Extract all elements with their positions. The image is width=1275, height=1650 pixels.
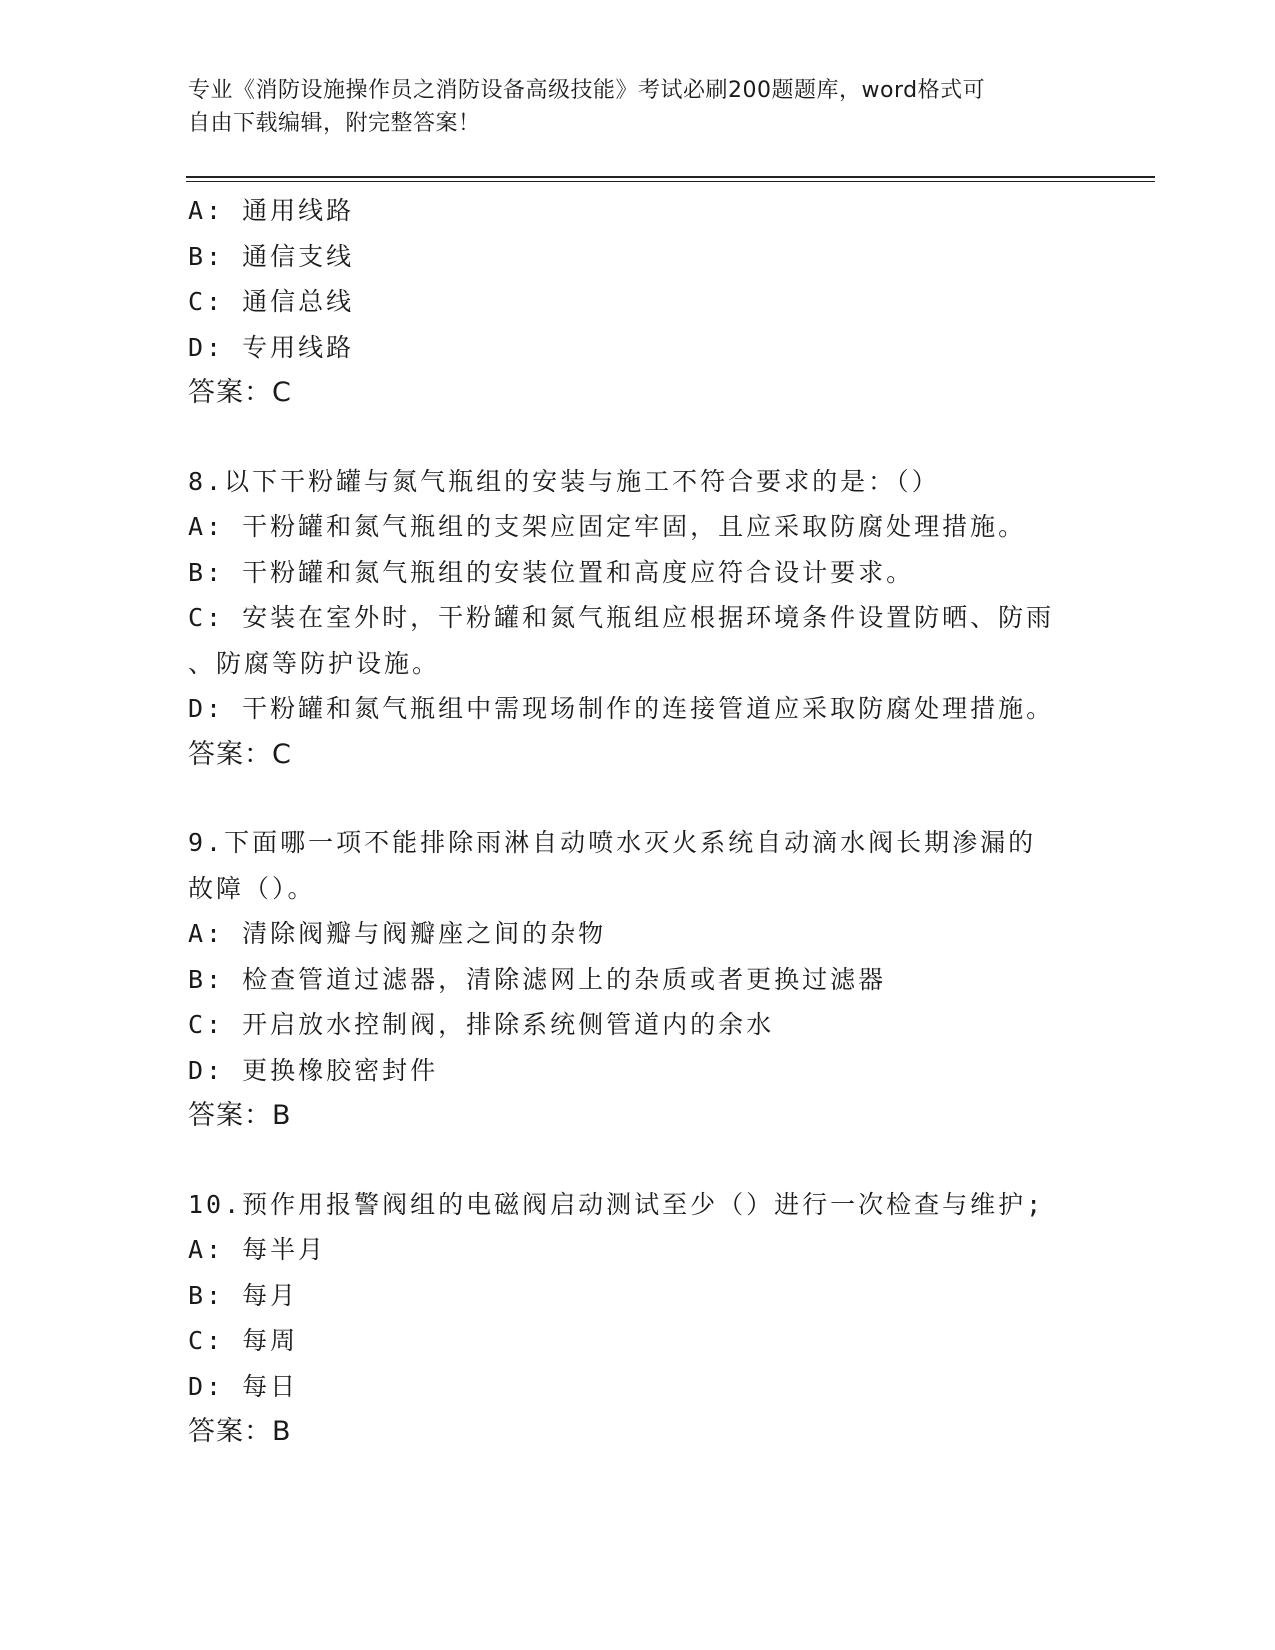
option-b: B: 干粉罐和氮气瓶组的安装位置和高度应符合设计要求。 [188, 557, 915, 587]
answer: 答案：C [188, 738, 292, 770]
option-c: C: 每周 [188, 1326, 299, 1355]
option-c: C: 安装在室外时，干粉罐和氮气瓶组应根据环境条件设置防晒、防雨 [188, 603, 1055, 632]
header-divider-thin [186, 181, 1155, 182]
option-b: B: 每月 [188, 1280, 299, 1310]
header-line-2: 自由下载编辑，附完整答案！ [188, 111, 481, 136]
option-d: D: 专用线路 [188, 332, 355, 362]
answer: 答案：B [188, 1100, 292, 1131]
question-stem: 8.以下干粉罐与氮气瓶组的安装与施工不符合要求的是：（） [188, 466, 940, 496]
option-a: A: 清除阀瓣与阀瓣座之间的杂物 [188, 919, 607, 948]
option-b: B: 检查管道过滤器，清除滤网上的杂质或者更换过滤器 [188, 964, 887, 994]
option-c: C: 开启放水控制阀，排除系统侧管道内的余水 [188, 1010, 775, 1039]
question-stem: 10.预作用报警阀组的电磁阀启动测试至少（）进行一次检查与维护; [188, 1189, 1045, 1219]
header-divider-thick [186, 176, 1155, 178]
header-line-1: 专业《消防设施操作员之消防设备高级技能》考试必刷200题题库，word格式可 [188, 78, 986, 103]
question-stem: 9.下面哪一项不能排除雨淋自动喷水灭火系统自动滴水阀长期渗漏的 [188, 828, 1037, 857]
option-b: B: 通信支线 [188, 241, 355, 271]
option-a: A: 干粉罐和氮气瓶组的支架应固定牢固，且应采取防腐处理措施。 [188, 512, 1027, 541]
question-8 [188, 459, 1088, 778]
option-d: D: 更换橡胶密封件 [188, 1055, 439, 1085]
document-body [188, 188, 1088, 1455]
question-9 [188, 820, 1088, 1139]
answer: 答案：B [188, 1416, 292, 1447]
question-7-tail [188, 188, 1088, 416]
option-a: A: 每半月 [188, 1235, 327, 1264]
question-stem-continued: 故障（）。 [188, 873, 316, 903]
option-d: D: 每日 [188, 1371, 299, 1401]
option-c: C: 通信总线 [188, 287, 355, 316]
option-d: D: 干粉罐和氮气瓶组中需现场制作的连接管道应采取防腐处理措施。 [188, 694, 1055, 723]
option-a: A: 通用线路 [188, 196, 355, 225]
question-10 [188, 1182, 1088, 1455]
answer: 答案：C [188, 377, 292, 408]
option-c-continued: 、防腐等防护设施。 [188, 648, 441, 678]
document-header [188, 74, 1088, 140]
